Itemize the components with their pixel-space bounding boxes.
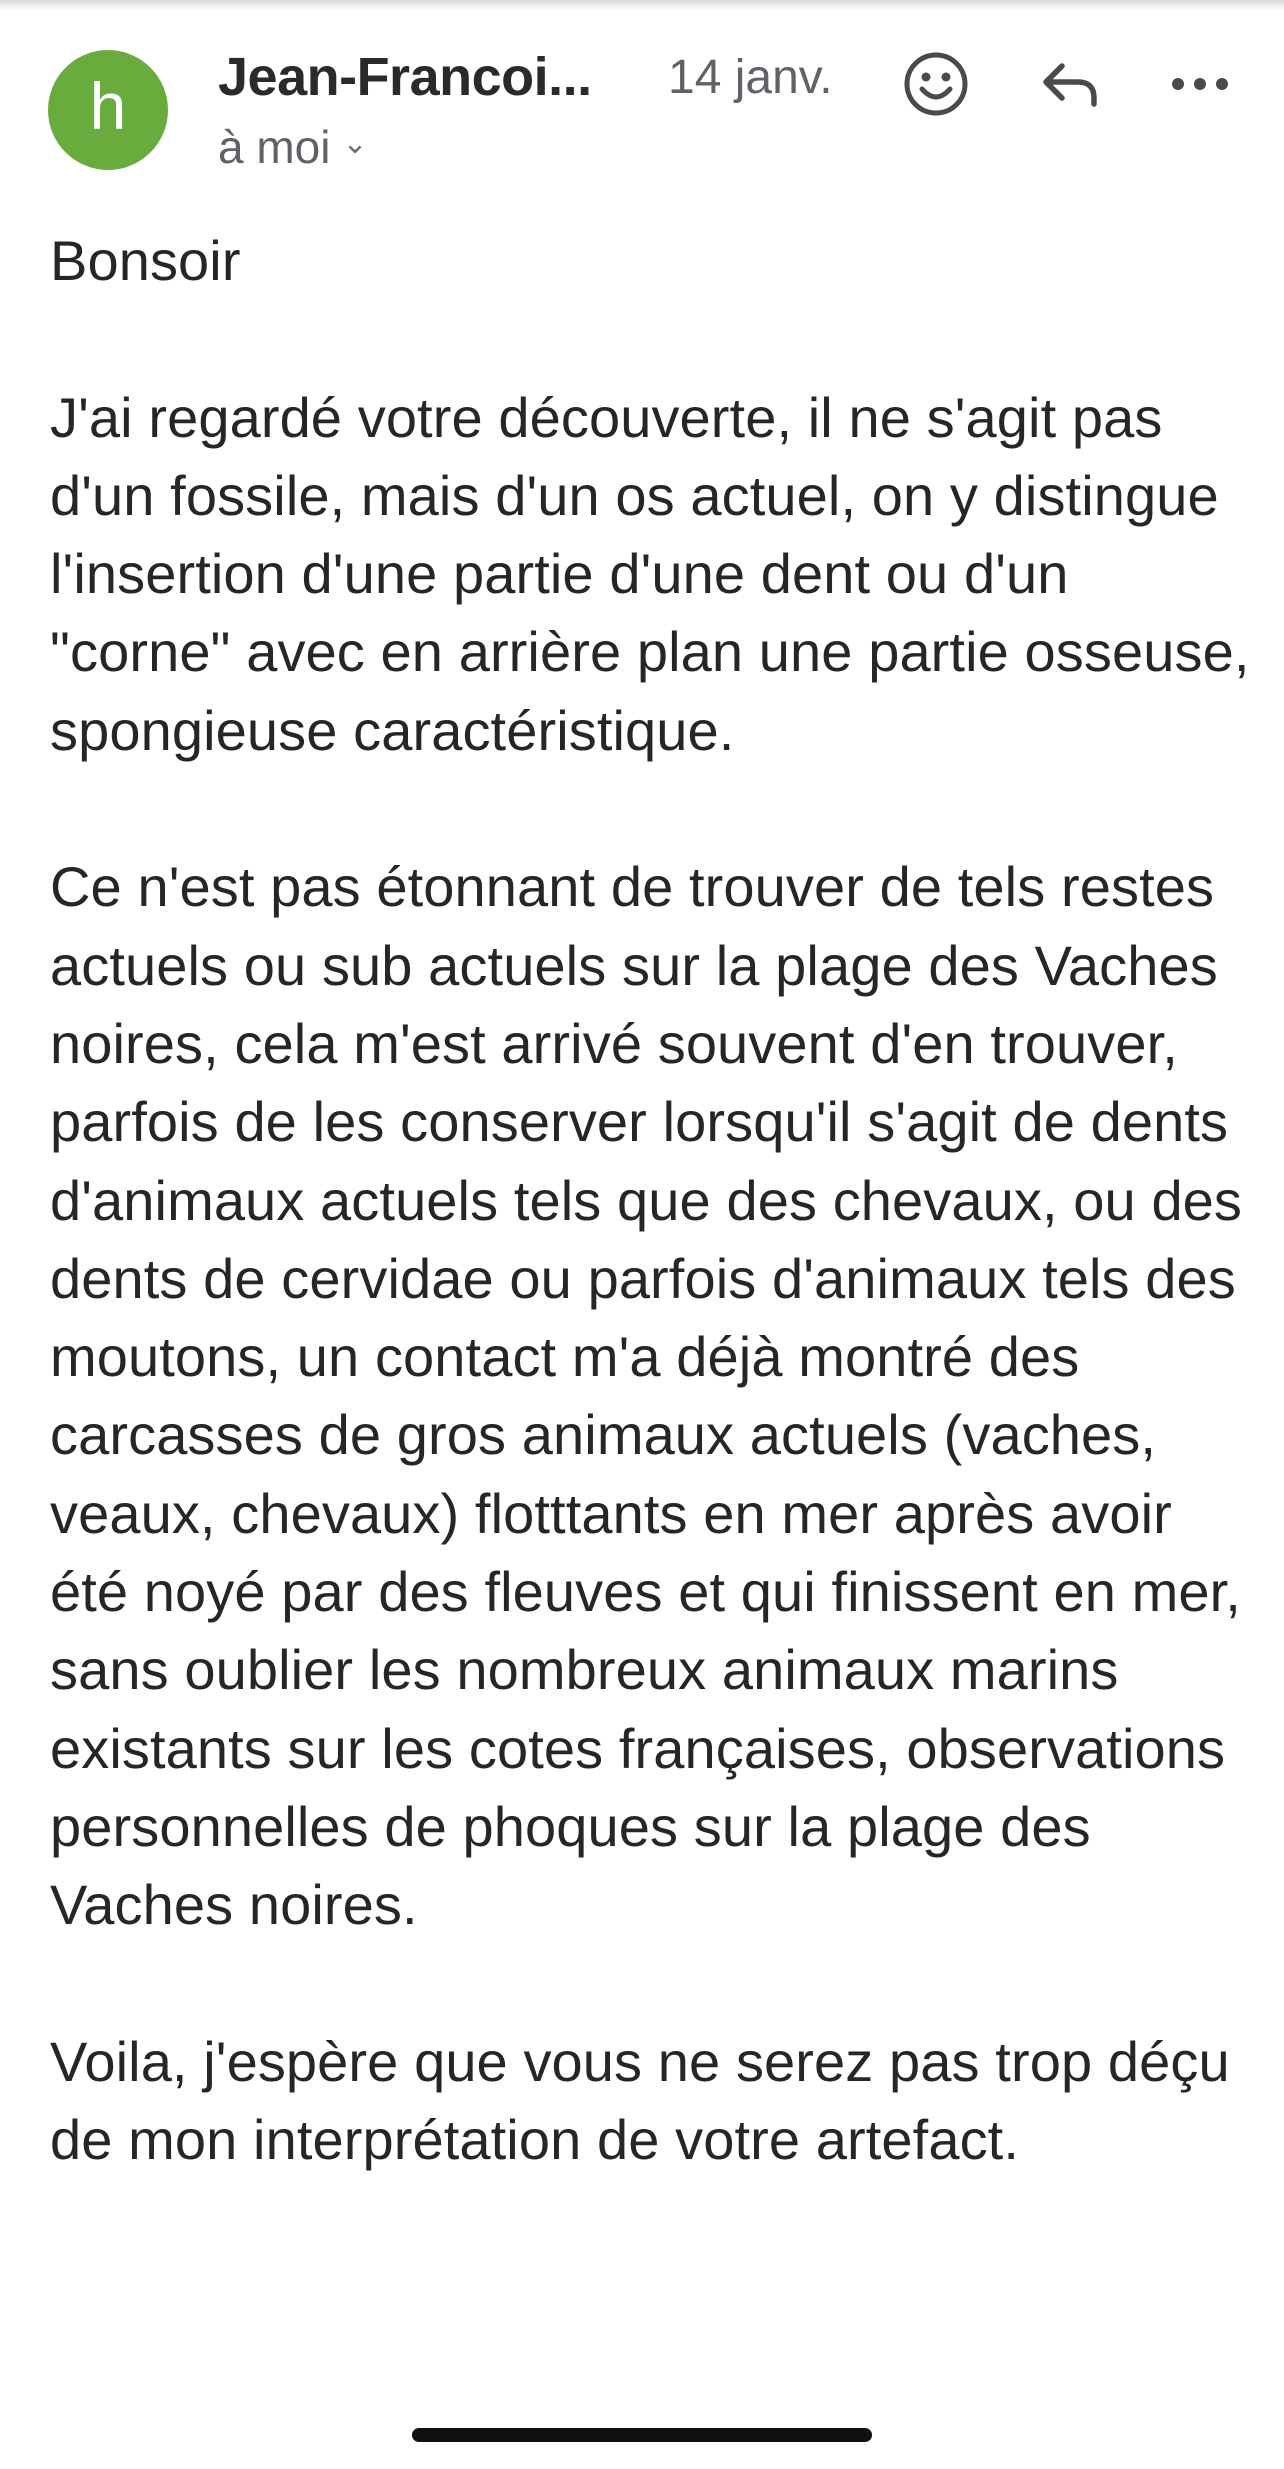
body-paragraph-greeting: Bonsoir (50, 229, 241, 292)
home-indicator[interactable] (412, 2428, 872, 2442)
recipient-details-toggle[interactable] (218, 120, 368, 174)
smiley-icon (902, 50, 970, 118)
body-paragraph-1: J'ai regardé votre découverte, il ne s'agit pas d'un fossile, mais d'un os actuel, on y distingue l'insertion d'une partie d'une dent ou d'un "corne" avec en arrière plan une partie osseuse, spongieuse caractéristique. (50, 385, 1250, 762)
body-paragraph-3: Voila, j'espère que vous ne serez pas trop déçu de mon interprétation de votre artefact. (50, 2029, 1230, 2172)
more-icon (1168, 74, 1232, 94)
reply-button[interactable] (1030, 44, 1110, 124)
recipient-label: à moi (218, 121, 331, 173)
add-reaction-button[interactable] (896, 44, 976, 124)
sender-name[interactable]: Jean-Francoi... (218, 47, 592, 107)
more-options-button[interactable] (1160, 44, 1240, 124)
message-body (50, 222, 1260, 2258)
avatar[interactable]: h (48, 50, 168, 170)
message-date: 14 janv. (668, 51, 833, 104)
body-paragraph-2: Ce n'est pas étonnant de trouver de tels restes actuels ou sub actuels sur la plage des Vaches noires, cela m'est arrivé souvent d'en trouver, parfois de les conserver lorsqu'il s'agit de dents d'animaux actuels tels que des chevaux, ou des dents de cervidae ou parfois d'animaux tels des moutons, un contact m'a déjà montré des carcasses de gros animaux actuels (vaches, veaux, chevaux) flotttants en mer après avoir été noyé par des fleuves et qui finissent en mer, sans oublier les nombreux animaux marins existants sur les cotes françaises, observations personnelles de phoques sur la plage des Vaches noires. (50, 855, 1243, 1937)
chevron-down-icon: ⌄ (342, 127, 368, 160)
reply-icon (1038, 56, 1102, 112)
message-header (0, 0, 1284, 200)
